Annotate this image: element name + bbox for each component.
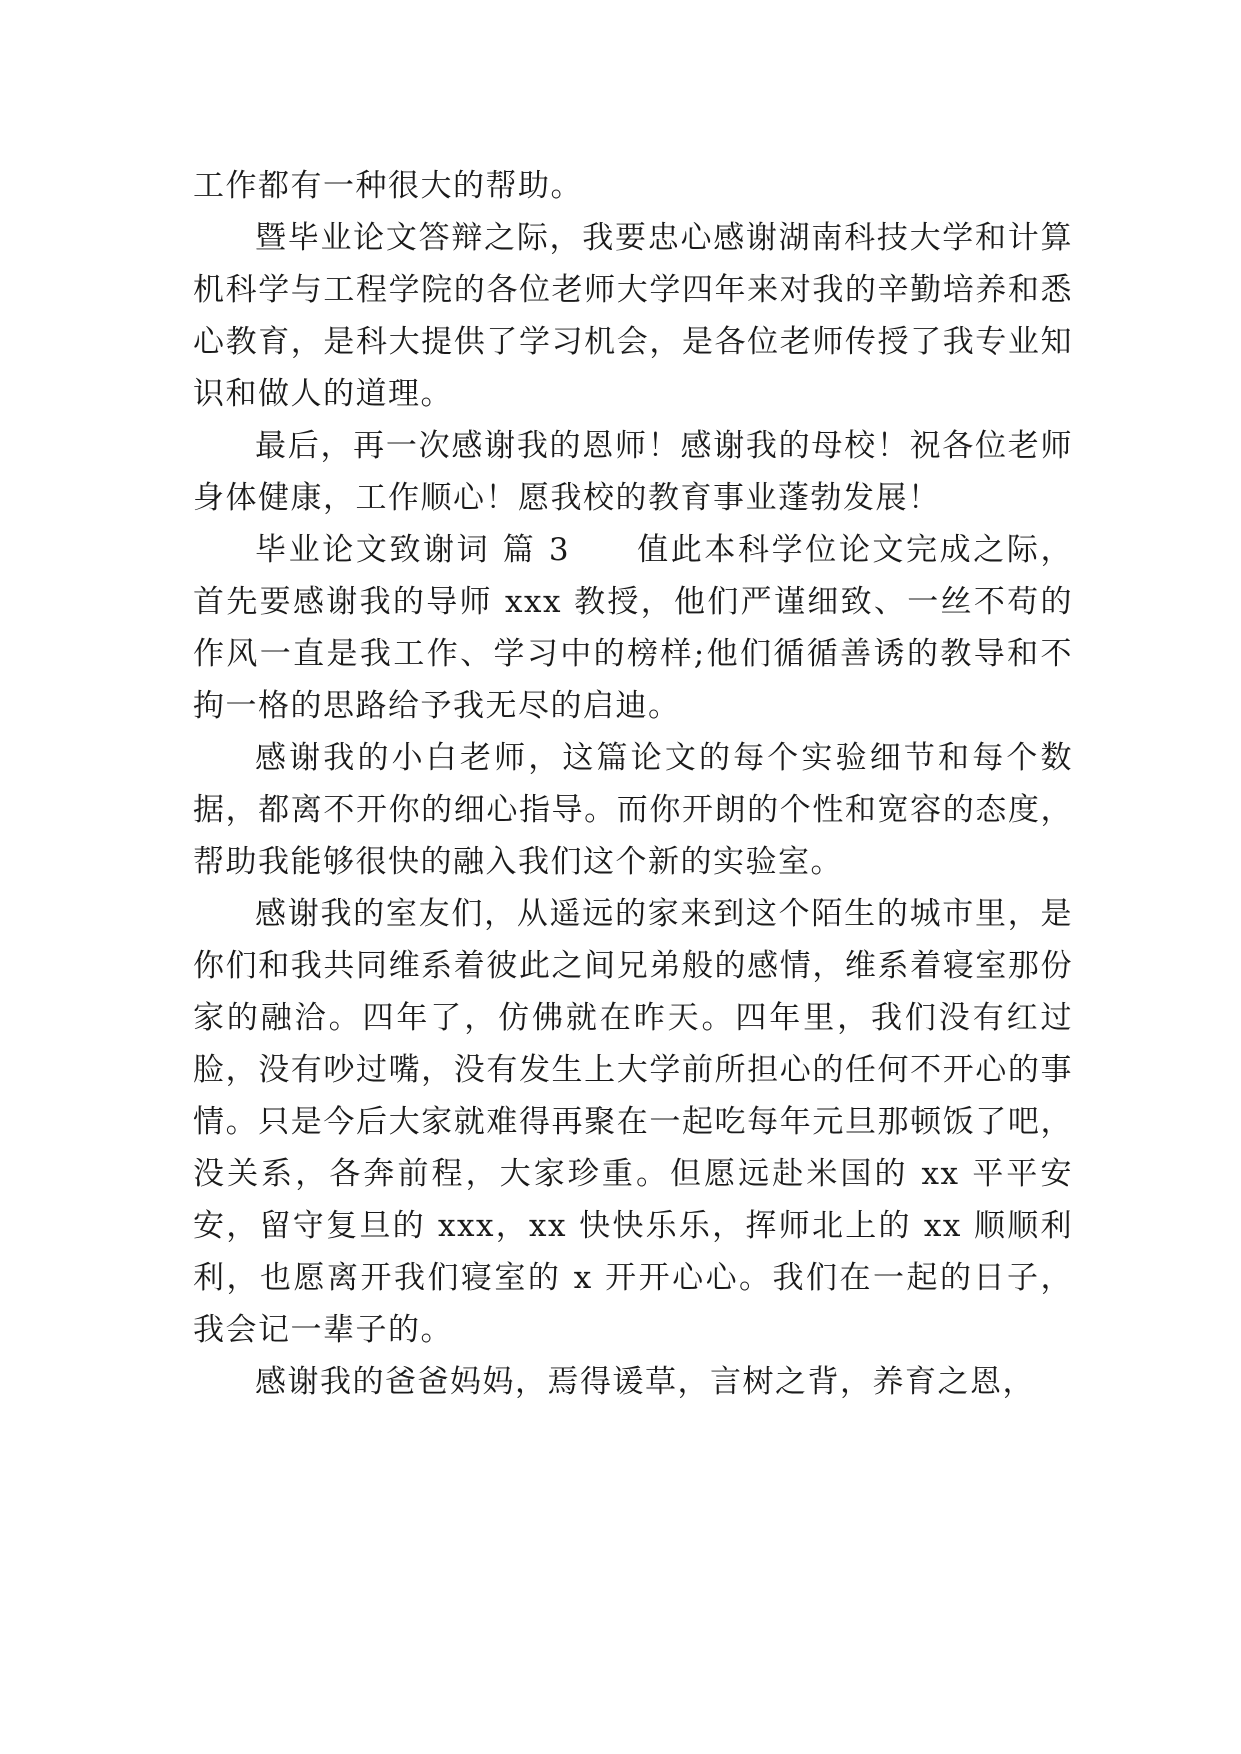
- document-body: [193, 160, 1073, 1408]
- paragraph-final-thanks: 最后，再一次感谢我的恩师！感谢我的母校！祝各位老师身体健康，工作顺心！愿我校的教育事业蓬勃发展！: [193, 428, 1073, 516]
- paragraph-thanks-parents: 感谢我的爸爸妈妈，焉得谖草，言树之背，养育之恩，: [255, 1364, 1035, 1400]
- paragraph-thanks-university: 暨毕业论文答辩之际，我要忠心感谢湖南科技大学和计算机科学与工程学院的各位老师大学四年来对我的辛勤培养和悉心教育，是科大提供了学习机会，是各位老师传授了我专业知识和做人的道理。: [193, 220, 1073, 412]
- section-heading: 毕业论文致谢词 篇 3: [255, 532, 571, 568]
- paragraph-thanks-teacher: 感谢我的小白老师，这篇论文的每个实验细节和每个数据，都离不开你的细心指导。而你开朗的个性和宽容的态度，帮助我能够很快的融入我们这个新的实验室。: [193, 740, 1073, 880]
- paragraph-section-3: [193, 524, 1073, 732]
- section-3-text: 值此本科学位论文完成之际，首先要感谢我的导师 xxx 教授，他们严谨细致、一丝不苟的作风一直是我工作、学习中的榜样;他们循循善诱的教导和不拘一格的思路给予我无尽的启迪。: [193, 532, 1073, 724]
- paragraph-continued: 工作都有一种很大的帮助。: [193, 168, 583, 204]
- paragraph-thanks-roommates: 感谢我的室友们，从遥远的家来到这个陌生的城市里，是你们和我共同维系着彼此之间兄弟般的感情，维系着寝室那份家的融洽。四年了，仿佛就在昨天。四年里，我们没有红过脸，没有吵过嘴，没有发生上大学前所担心的任何不开心的事情。只是今后大家就难得再聚在一起吃每年元旦那顿饭了吧，没关系，各奔前程，大家珍重。但愿远赴米国的 xx 平平安安，留守复旦的 xxx，xx 快快乐乐，挥师北上的 xx 顺顺利利，也愿离开我们寝室的 x 开开心心。我们在一起的日子，我会记一辈子的。: [193, 896, 1073, 1348]
